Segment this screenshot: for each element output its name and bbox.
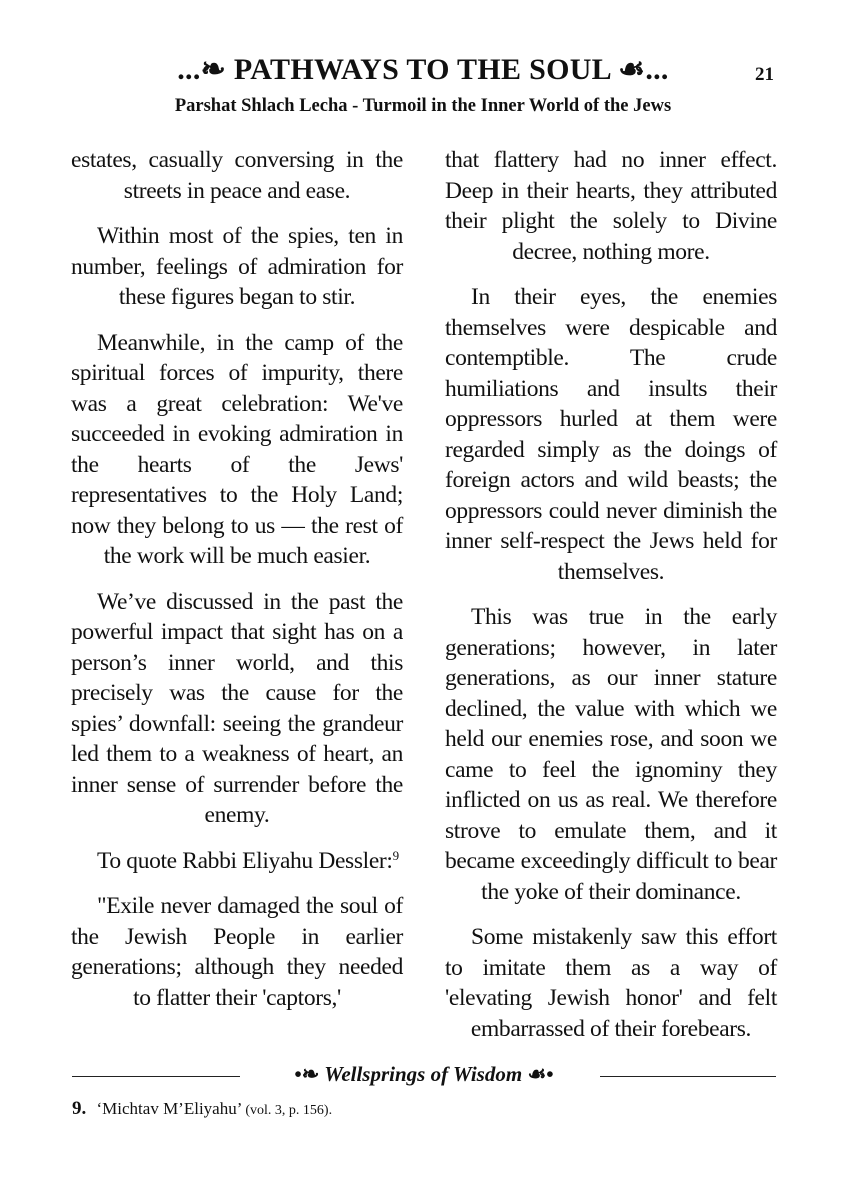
footnote	[72, 1098, 332, 1120]
book-title	[0, 52, 846, 87]
footnote-number: 9.	[72, 1098, 87, 1119]
divider-ornament-left-icon: •❧	[294, 1062, 320, 1086]
chapter-subtitle: Parshat Shlach Lecha - Turmoil in the Inner World of the Jews	[174, 96, 672, 116]
paragraph: In their eyes, the enemies themselves were despicable and contemptible. The crude humiliations and insults their oppressors hurled at them were regarded simply as the doings of foreign actors and wild beasts; the oppressors could never diminish the inner self-respect the Jews held for themselves.	[445, 284, 777, 585]
footnote-reference[interactable]: 9	[392, 847, 399, 863]
paragraph: We’ve discussed in the past the powerful impact that sight has on a person’s inner world, and this precisely was the cause for the spies’ downfall: seeing the grandeur led them to a weakness of heart, an inner sense of surrender before the enemy.	[71, 588, 403, 828]
running-header	[0, 52, 846, 92]
quote-intro: To quote Rabbi Eliyahu Dessler:	[97, 847, 393, 874]
paragraph: Some mistakenly saw this effort to imitate them as a way of 'elevating Jewish honor' and felt embarrassed of their forebears.	[445, 924, 777, 1042]
footnote-detail: (vol. 3, p. 156).	[245, 1103, 333, 1118]
divider-label	[72, 1062, 776, 1087]
paragraph: Meanwhile, in the camp of the spiritual forces of impurity, there was a great celebration: We've succeeded in evoking admiration in the hearts of the Jews' representatives to the Holy Land; now they belong to us — the rest of the work will be much easier.	[71, 329, 403, 569]
footer-divider	[72, 1064, 776, 1094]
ornament-left-icon: ...❧	[177, 53, 227, 86]
page-number: 21	[755, 64, 774, 85]
paragraph: estates, casually conversing in the streets in peace and ease.	[71, 147, 403, 204]
right-column	[445, 145, 777, 1059]
paragraph: "Exile never damaged the soul of the Jewish People in earlier generations; although they needed to flatter their 'captors,'	[71, 893, 403, 1011]
ornament-right-icon: ☙...	[618, 53, 669, 86]
paragraph: This was true in the early generations; however, in later generations, as our inner stature declined, the value with which we held our enemies rose, and soon we came to feel the ignominy they inflicted on us as real. We therefore strove to emulate them, and it became exceedingly difficult to bear the yoke of their dominance.	[445, 604, 777, 905]
paragraph: Within most of the spies, ten in number, feelings of admiration for these figures began to stir.	[71, 223, 403, 310]
paragraph: that flattery had no inner effect. Deep in their hearts, they attributed their plight the solely to Divine decree, nothing more.	[445, 147, 777, 265]
paragraph	[71, 846, 403, 877]
divider-label-text: Wellsprings of Wisdom	[324, 1062, 523, 1086]
left-column	[71, 145, 403, 1028]
book-title-text: PATHWAYS TO THE SOUL	[233, 53, 611, 86]
footnote-source: ‘Michtav M’Eliyahu’	[96, 1099, 242, 1118]
divider-ornament-right-icon: ☙•	[527, 1062, 554, 1086]
